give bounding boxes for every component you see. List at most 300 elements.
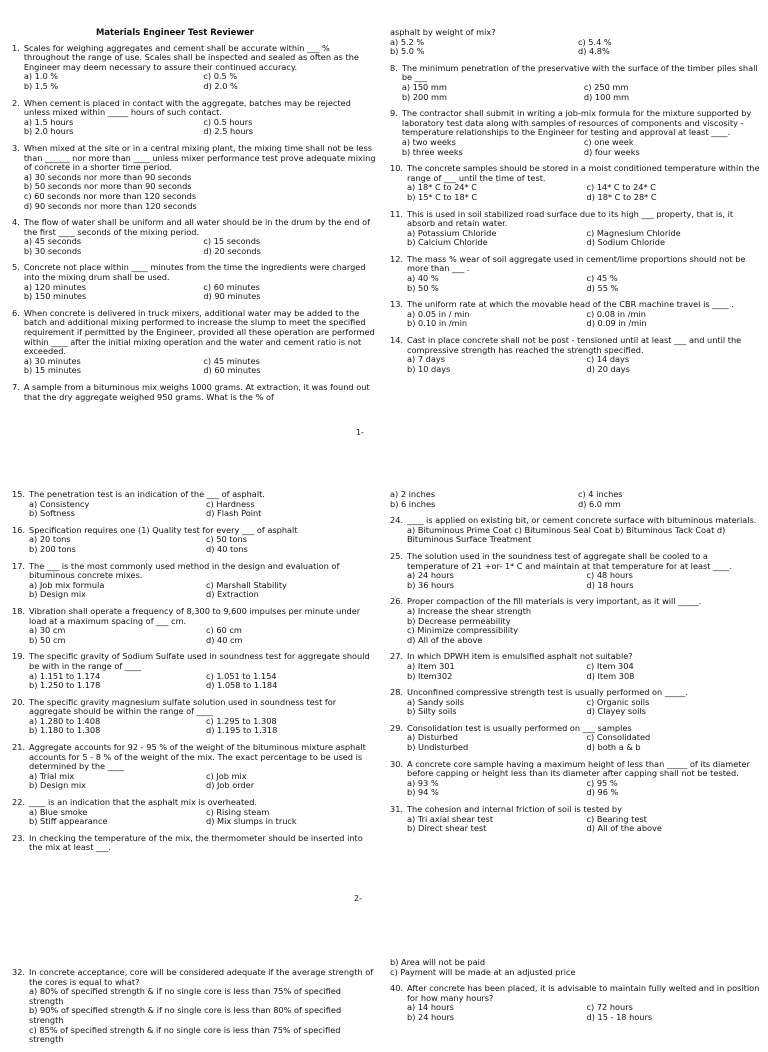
answer-choice: b) 2.0 hours [23,126,74,137]
answer-choice: b) 6 inches [390,498,436,509]
answer-choice: b) Design mix [29,780,86,791]
question-body [29,698,377,736]
question-body [407,255,760,293]
question-number: 7. [12,382,20,392]
question [390,210,760,248]
answer-choice: c) 60 cm [206,625,242,636]
answer-choices [407,1003,760,1022]
question-body [407,724,760,753]
page-3-right-column [390,958,760,1030]
question-text: ____ is an indication that the asphalt mix is overheated. [29,797,257,808]
answer-choices [407,183,760,202]
question [12,968,377,1045]
answer-choice: b) 50 cm [29,634,66,645]
answer-choices [24,237,377,256]
document-title: Materials Engineer Test Reviewer [96,27,254,37]
question [390,724,760,753]
answer-choice: a) 1.280 to 1.408 [29,715,101,726]
answer-choice: c) Payment will be made at an adjusted price [390,966,576,977]
question-body [29,968,377,1045]
question [12,607,377,645]
question-text: Scales for weighing aggregates and cement shall be accurate within ___ % throughout the range of use. Scales shall be inspected and sealed as often as the Engineer may deem necessary to assure their continued accuracy. [23,42,359,72]
answer-choices [29,581,377,600]
question [12,562,377,600]
question [390,984,760,1022]
question-text: In which DPWH item is emulsified asphalt not suitable? [407,651,633,662]
answer-choice: d) All of the above [586,823,662,834]
answer-choice: c) 85% of specified strength & if no single core is less than 75% of specified strength [29,1024,341,1045]
answer-choices [29,500,377,519]
question-text: When mixed at the site or in a central mixing plant, the mixing time shall not be less than ______ nor more than ____ unless mixer performance test prove adequate mixing of concrete in a shorter time period. [23,142,376,173]
answer-choice: b) 1.180 to 1.308 [29,725,101,736]
question-body [407,688,760,717]
answer-choices [407,310,760,329]
question-text: When concrete is delivered in truck mixers, additional water may be added to the batch and additional mixing performed to increase the slump to meet the specified requirement if permitted by the Engineer, provided all these operation are performed within ____ after the initial mixing operation and the water and cement ratio is not exceeded. [23,307,375,357]
page-2 [0,490,768,910]
question-body [407,210,760,248]
question-number: 30. [390,758,404,769]
answer-choice: c) 60 minutes [203,281,260,292]
question-number: 27. [390,651,404,662]
question-body [407,805,760,834]
question [390,597,760,645]
answer-choice: b) Design mix [29,589,86,600]
question-text: In checking the temperature of the mix, the thermometer should be inserted into the mix at least ___. [29,832,363,853]
answer-choice: c) 45 % [586,273,618,284]
question-text: Aggregate accounts for 92 - 95 % of the weight of the bituminous mixture asphalt accounts for 5 - 8 % of the weight of the mix. The exact percentage to be used is determined by the ____ [29,742,366,772]
answer-choices [407,779,760,798]
answer-choice: d) 40 cm [206,634,243,645]
answer-choice: a) Consistency [29,498,90,509]
question-number: 40. [390,983,404,994]
question-text: The uniform rate at which the movable head of the CBR machine travel is ____ . [407,299,734,310]
answer-choice: c) Organic soils [586,696,650,707]
answer-choice: d) 96 % [586,787,619,798]
answer-choice: a) Item 301 [407,660,455,671]
question [12,44,377,92]
answer-choice: b) Calcium Chloride [407,237,488,248]
answer-choice: b) Direct shear test [407,823,487,834]
question-body [407,516,760,545]
question-number: 11. [390,208,404,219]
answer-choice: a) 24 hours [407,570,454,581]
answer-choice: b) 1.5 % [23,80,59,91]
question [390,300,760,329]
answer-choice: c) Consolidated [586,732,651,743]
question-body [24,44,377,92]
question-body [407,164,760,202]
question-body [407,300,760,329]
answer-choice: b) 50 seconds nor more than 90 seconds [23,181,192,192]
answer-choice: a) 18* C to 24* C [407,182,477,193]
answer-choice: b) 50 % [407,282,439,293]
page-1-left-column [12,28,377,409]
question-body [407,597,760,645]
answer-choices [407,662,760,681]
answer-choice: d) Clayey soils [586,706,646,717]
answer-choice: a) 0.05 in / min [407,308,470,319]
answer-choice: c) 60 seconds nor more than 120 seconds [23,190,197,201]
answer-choice: c) 14 days [586,354,630,365]
answer-choice: c) 0.5 hours [203,116,253,127]
answer-choice: b) Item302 [407,670,453,681]
question-number: 4. [12,217,20,228]
answer-choice: b) 15* C to 18* C [407,191,478,202]
question [12,743,377,791]
question-text: The mass % wear of soil aggregate used in cement/lime proportions should not be more than ___ . [407,253,746,274]
answer-choice: c) 0.5 % [203,71,238,82]
question-body [407,652,760,681]
answer-choices [407,733,760,752]
answer-choice: c) Magnesium Chloride [586,227,681,238]
question [12,99,377,137]
page-1 [0,24,768,444]
question-number: 10. [390,163,404,174]
answer-choice: a) Trial mix [29,770,75,781]
answer-choice: d) 60 minutes [203,365,261,376]
answer-choice: b) Undisturbed [407,742,469,753]
question-text: The specific gravity magnesium sulfate solution used in soundness test for aggregate should be within the range of ____ [29,696,337,717]
question-text: The specific gravity of Sodium Sulfate used in soundness test for aggregate should be with in the range of ____ [29,651,370,671]
answer-choice: b) 10 days [407,363,451,374]
answer-choices [29,626,377,645]
question [390,64,760,102]
answer-choice: a) Potassium Chloride [407,227,497,238]
answer-choice: a) 30 minutes [23,355,81,366]
question-body [29,526,377,555]
answer-choice: a) 1.5 hours [23,116,74,127]
answer-choice: a) two weeks [401,136,456,147]
question-text: This is used in soil stabilized road surface due to its high ___ property, that is, it absorb and retain water. [407,208,734,229]
answer-choice: b) 36 hours [407,579,455,590]
answer-choice: d) 20 seconds [203,245,261,256]
question-body [29,798,377,827]
answer-choice: d) 18 hours [586,579,634,590]
question-text: The concrete samples should be stored in a moist conditioned temperature within the range of ___ until the time of test. [407,163,760,183]
question-number: 29. [390,722,404,733]
question-text: The penetration test is an indication of the ___ of asphalt. [29,489,265,499]
answer-choice: d) Item 308 [586,670,635,681]
question [12,383,377,402]
page-3 [0,957,768,1045]
question-number: 5. [12,262,20,273]
question-text: Proper compaction of the fill materials is very important, as it will _____. [407,596,702,607]
question-body [402,109,760,157]
answer-choices [29,987,377,1045]
answer-choice: c) Minimize compressibility [407,625,519,636]
question-body [407,760,760,798]
answer-choice: d) Job order [206,780,255,791]
answer-choice: b) 24 hours [407,1011,455,1022]
question-text: Vibration shall operate a frequency of 8,300 to 9,600 impulses per minute under load at a maximum spacing of ___ cm. [29,605,361,626]
question-number: 8. [390,62,398,73]
answer-choice: d) 0.09 in /min [586,318,647,329]
question-text: A concrete core sample having a maximum height of less than _____ of its diameter before capping or height less than its diameter after capping shall not be tested. [407,758,750,779]
question-number: 31. [390,804,404,815]
answer-choices [407,355,760,374]
answer-choice: c) Hardness [206,498,255,509]
answer-choice: c) 72 hours [586,1002,633,1013]
answer-choice: b) Decrease permeability [407,615,511,626]
answer-choice: c) 250 mm [583,81,629,92]
question-39-continuation [390,958,760,977]
answer-choice: a) 30 seconds nor more than 90 seconds [23,171,192,182]
question-body [24,383,377,402]
answer-choices [24,173,377,211]
question-number: 25. [390,550,404,561]
question [12,652,377,690]
answer-choice: d) 1.058 to 1.184 [206,680,278,691]
answer-choice: a) 1.151 to 1.174 [29,670,101,681]
question [12,490,377,519]
question-body [29,743,377,791]
answer-choice: a) 7 days [407,354,445,365]
question [390,255,760,293]
question-text: When cement is placed in contact with the aggregate, batches may be rejected unless mixed within _____ hours of such contact. [23,97,351,118]
answer-choice: a) 93 % [407,777,439,788]
question-number: 18. [12,605,26,616]
answer-choice: d) 6.0 mm [578,498,621,509]
answer-choice: c) 45 minutes [203,355,260,366]
question-text: The minimum penetration of the preservative with the surface of the timber piles shall be ___ [401,62,758,83]
answer-choice: c) Job mix [206,770,247,781]
answer-choice: d) 90 seconds nor more than 120 seconds [23,200,197,211]
answer-choice: a) Sandy soils [407,696,464,707]
question-text: The solution used in the soundness test of aggregate shall be cooled to a temperature of 21 +or- 1* C and maintain at that temperature for at least ____. [407,550,733,571]
question-body [29,562,377,600]
answer-choice: c) 95 % [586,777,618,788]
answer-choice: d) 55 % [586,282,619,293]
answer-choice: a) Bituminous Prime Coat c) Bituminous Seal Coat b) Bituminous Tack Coat d) Bituminous Surface Treatment [407,524,726,545]
question-body [24,309,377,376]
answer-choice: b) 200 mm [401,91,447,102]
question-text: Cast in place concrete shall not be post - tensioned until at least ___ and until the compressive strength has reached the strength specified. [407,335,742,355]
answer-choice: b) Stiff appearance [29,816,108,827]
answer-choice: c) 4 inches [578,489,623,499]
answer-choice: d) 2.5 hours [203,126,254,137]
answer-choice: c) 48 hours [586,570,633,581]
answer-choice: c) Marshall Stability [206,579,287,590]
answer-choice: d) 100 mm [583,91,630,102]
question-body [24,263,377,301]
question-number: 14. [390,335,404,346]
answer-choices [24,118,377,137]
answer-choice: b) three weeks [401,146,463,157]
question-body [402,64,760,102]
question-number: 28. [390,687,404,698]
question [12,526,377,555]
answer-choice: d) four weeks [583,146,640,157]
answer-choice: a) 120 minutes [23,281,86,292]
answer-choice: d) both a & b [586,742,641,753]
answer-choice: a) 20 tons [29,534,71,545]
question-text: The contractor shall submit in writing a job-mix formula for the mixture supported by laboratory test data along with samples of resources of components and viscosity - temperature relationships to the Engineer for testing and approval at least ____. [401,108,752,138]
question-text: A sample from a bituminous mix weighs 1000 grams. At extraction, it was found out that the dry aggregate weighed 950 grams. What is the % of [23,382,370,402]
question-text: Unconfined compressive strength test is usually performed on _____. [407,687,688,698]
question-body [24,99,377,137]
question-number: 19. [12,651,26,662]
answer-choice: a) Job mix formula [29,579,105,590]
question-number: 24. [390,515,404,526]
page-3-left-column [12,968,377,1052]
question-text: Consolidation test is usually performed on ___ samples [407,722,632,733]
answer-choice: a) 30 cm [29,625,66,636]
answer-choice: d) 15 - 18 hours [586,1011,653,1022]
answer-choices [29,672,377,691]
question-body [24,218,377,256]
question-number: 26. [390,596,404,607]
answer-choices [407,815,760,834]
answer-choices [407,526,760,545]
question-23-continuation [390,490,760,509]
question-text: In concrete acceptance, core will be considered adequate if the average strength of the cores is equal to what? [29,967,374,987]
question-number: 15. [12,489,26,499]
question [390,109,760,157]
answer-choice: b) 200 tons [29,543,76,554]
answer-choice: a) 2 inches [390,489,436,499]
answer-choices [407,698,760,717]
answer-choice: c) 5.4 % [578,36,612,47]
answer-choice: c) 1.051 to 1.154 [206,670,277,681]
page-2-left-column [12,490,377,860]
question-number: 32. [12,967,26,977]
question-body [29,834,377,853]
answer-choice: d) All of the above [407,634,483,645]
answer-choice: b) 30 seconds [23,245,82,256]
answer-choice: c) 0.08 in /min [586,308,646,319]
answer-choice: a) 5.2 % [390,36,425,47]
question-number: 1. [12,42,20,53]
question-text: Specification requires one (1) Quality test for every ___ of asphalt [29,524,298,535]
question-number: 21. [12,742,26,753]
answer-choice: d) Extraction [206,589,259,600]
question [390,164,760,202]
question [390,688,760,717]
answer-choice: b) 150 minutes [23,291,87,302]
question-text: ____ is applied on existing bit, or cement concrete surface with bituminous materials. [407,515,757,526]
question-text: The flow of water shall be uniform and all water should be in the drum by the end of the first ____ seconds of the mixing period. [23,217,371,237]
question-body [24,144,377,211]
page-1-right-column [390,28,760,381]
answer-choice: b) Silty soils [407,706,457,717]
answer-choice: a) 45 seconds [23,236,82,247]
question [12,309,377,376]
question-text: Concrete not place within ____ minutes from the time the ingredients were charged into the mixing drum shall be used. [23,262,366,283]
question-number: 3. [12,142,20,153]
question-body [407,336,760,374]
question [390,805,760,834]
question [12,144,377,211]
answer-choice: b) 0.10 in /min [407,318,468,329]
question-number: 20. [12,696,26,707]
answer-choices [29,535,377,554]
page-number: 2- [354,894,362,903]
question-body [407,984,760,1022]
answer-choice: c) 1.295 to 1.308 [206,715,277,726]
answer-choice: b) 94 % [407,787,439,798]
answer-choice: b) Area will not be paid [390,957,486,967]
answer-choice: d) Flash Point [206,508,262,519]
answer-choice: c) 50 tons [206,534,248,545]
answer-choice: b) 90% of specified strength & if no single core is less than 80% of specified strength [29,1005,342,1025]
question-text: The cohesion and internal friction of soil is tested by [407,804,622,815]
answer-choice: a) 14 hours [407,1002,454,1013]
answer-choices [402,83,760,102]
answer-choice: d) 20 days [586,363,630,374]
question [12,798,377,827]
answer-choice: d) 40 tons [206,543,248,554]
answer-choices [407,274,760,293]
question-number: 22. [12,797,26,808]
answer-choice: d) 4.8% [578,46,610,57]
question [390,552,760,590]
answer-choice: a) 1.0 % [23,71,59,82]
answer-choice: b) 15 minutes [23,365,81,376]
question-number: 16. [12,524,26,535]
answer-choices [24,72,377,91]
page-number: 1- [356,428,364,437]
answer-choice: d) 1.195 to 1.318 [206,725,278,736]
answer-choices [407,229,760,248]
answer-choice: c) Bearing test [586,813,647,824]
question-number: 9. [390,108,398,119]
answer-choice: d) 2.0 % [203,80,238,91]
question-number: 2. [12,97,20,108]
question [12,698,377,736]
question-number: 13. [390,299,404,310]
answer-choice: d) Sodium Chloride [586,237,666,248]
answer-choice: a) Disturbed [407,732,458,743]
answer-choice: a) Increase the shear strength [407,605,532,616]
answer-choice: c) one week [583,136,634,147]
question-number: 23. [12,832,26,843]
question-7-continuation: asphalt by weight of mix? a) 5.2 % c) 5.4 % b) 5.0 % d) 4.8% [390,28,760,57]
answer-choices [407,571,760,590]
question-body [407,552,760,590]
answer-choices [24,357,377,376]
question-body [29,607,377,645]
answer-choice: b) 5.0 % [390,46,425,57]
question [12,218,377,256]
question [12,834,377,853]
answer-choices [29,717,377,736]
answer-choice: a) Blue smoke [29,806,88,817]
answer-choices [407,607,760,645]
answer-choices [24,283,377,302]
page-2-right-column [390,490,760,841]
question [390,516,760,545]
answer-choices [29,772,377,791]
answer-choice: c) 14* C to 24* C [586,182,656,193]
question-text: The ___ is the most commonly used method in the design and evaluation of bituminous concrete mixes. [29,560,340,581]
answer-choices [402,138,760,157]
answer-choice: a) 80% of specified strength & if no single core is less than 75% of specified strength [29,986,341,1006]
question [12,263,377,301]
question-body [29,652,377,690]
question [390,652,760,681]
question [390,760,760,798]
answer-choice: a) 40 % [407,273,439,284]
answer-choice: a) Tri axial shear test [407,813,494,824]
question-number: 12. [390,253,404,264]
answer-choice: c) 15 seconds [203,236,261,247]
answer-choice: d) Mix slumps in truck [206,816,297,827]
answer-choice: c) Rising steam [206,806,270,817]
answer-choice: d) 90 minutes [203,291,261,302]
answer-choice: b) 1.250 to 1.178 [29,680,101,691]
answer-choice: c) Item 304 [586,660,634,671]
question-number: 6. [12,307,20,318]
